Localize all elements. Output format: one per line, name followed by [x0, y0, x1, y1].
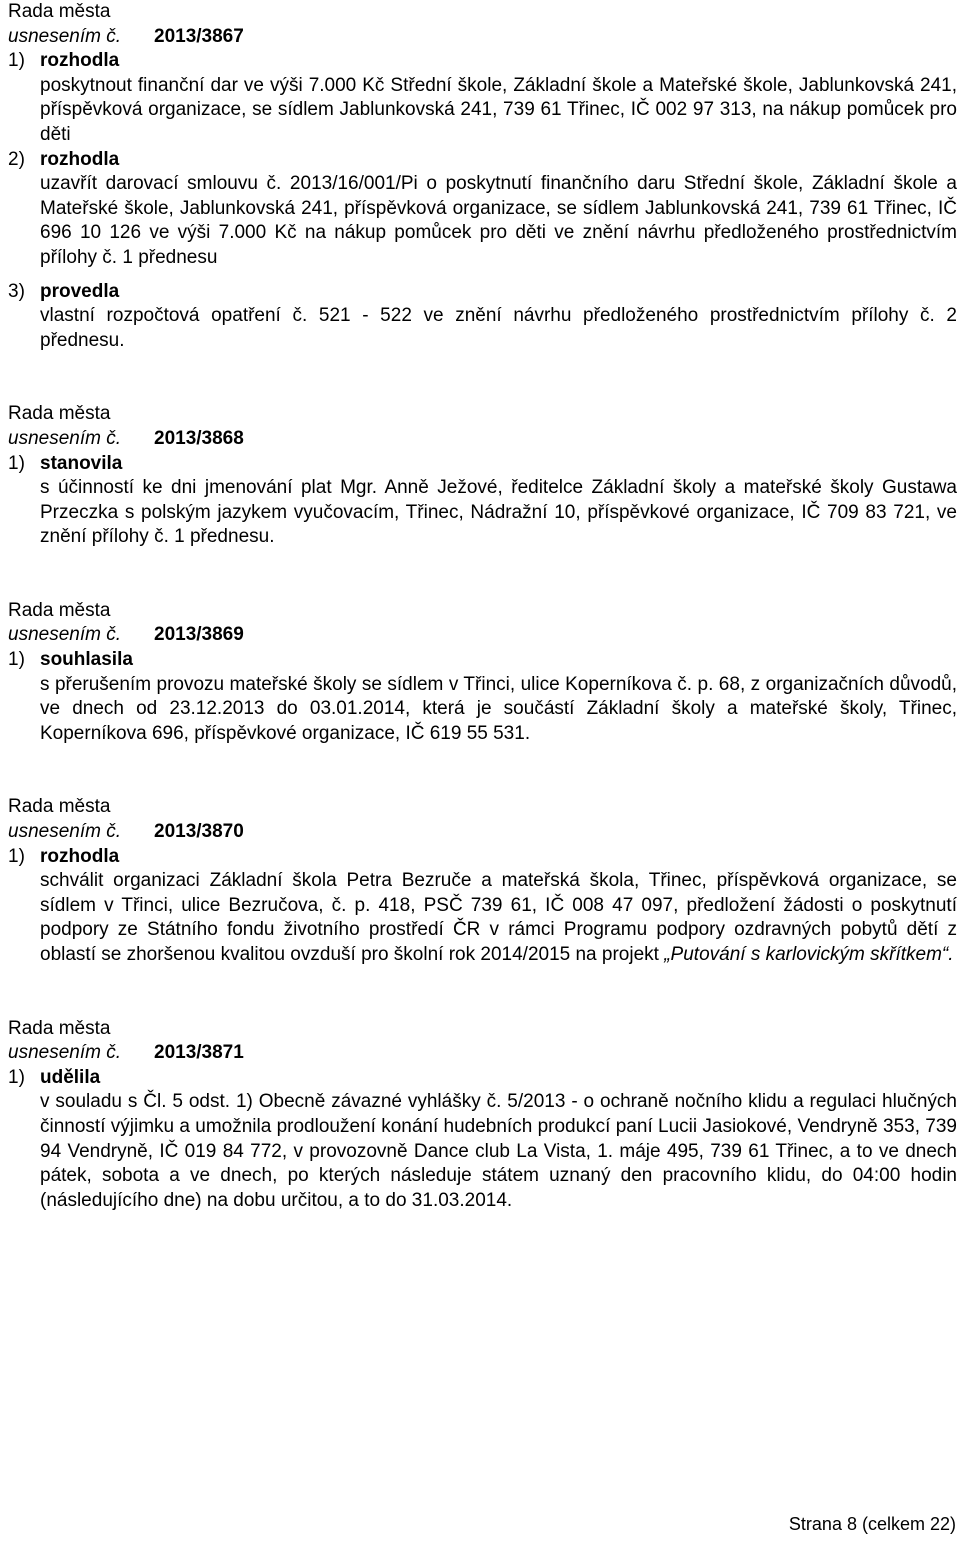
- item-verb: provedla: [40, 280, 120, 302]
- resolution-number: 2013/3868: [154, 427, 244, 449]
- resolution-number-label: usnesením č.: [8, 427, 121, 449]
- item-heading: [0, 845, 960, 870]
- item-number: 2): [8, 148, 25, 170]
- resolution-number: 2013/3870: [154, 821, 244, 843]
- resolution-number: 2013/3869: [154, 624, 244, 646]
- resolution-number: 2013/3871: [154, 1042, 244, 1064]
- item-text: poskytnout finanční dar ve výši 7.000 Kč Střední škole, Základní škole a Mateřské škole, Jablunkovská 241, příspěvková organizace, se sídlem Jablunkovská 241, 739 61 Třinec, IČ 002 97 313, na nákup pomůcek pro děti: [40, 74, 957, 145]
- item-text: uzavřít darovací smlouvu č. 2013/16/001/Pi o poskytnutí finančního daru Střední škole, Základní škole a Mateřské škole, Jablunkovská 241, příspěvková organizace, se sídlem Jablunkovská 241, 739 61 Třinec, IČ 696 10 126 ve výši 7.000 Kč na nákup pomůcek pro děti ve znění návrhu předloženého prostřednictvím přílohy č. 1 přednesu: [40, 173, 957, 268]
- resolution-header: Rada města: [8, 1, 111, 22]
- item-number: 3): [8, 280, 25, 302]
- resolution-number-label: usnesením č.: [8, 25, 121, 47]
- item-text: v souladu s Čl. 5 odst. 1) Obecně závazné vyhlášky č. 5/2013 - o ochraně nočního klidu a regulaci hlučných činností výjimku a umožnila prodloužení konání hudebních produkcí paní Lucii Jasiokové, Vendryně 353, 739 94 Vendryně, IČ 019 84 772, v provozovně Dance club La Vista, 1. máje 495, 739 61 Třinec, a to ve dnech pátek, sobota a ve dnech, po kterých následuje státem uznaný den pracovního klidu, do 04:00 hodin (následujícího dne) na dobu určitou, a to do 31.03.2014.: [40, 1091, 957, 1211]
- item-text: s účinností ke dni jmenování plat Mgr. Anně Ježové, ředitelce Základní školy a mateřské školy Gustawa Przeczka s polským jazykem vyučovacím, Třinec, Nádražní 10, příspěvkové organizace, IČ 709 83 721, ve znění přílohy č. 1 přednesu.: [40, 477, 957, 548]
- item-verb: rozhodla: [40, 50, 120, 72]
- resolution-2013-3870: [0, 795, 960, 967]
- page-number-footer: Strana 8 (celkem 22): [788, 1514, 956, 1534]
- resolution-number-label: usnesením č.: [8, 821, 121, 843]
- item-heading: [0, 648, 960, 673]
- resolution-2013-3869: [0, 599, 960, 747]
- project-name: „Putování s karlovickým skřítkem“.: [664, 944, 954, 965]
- resolution-2013-3868: [0, 402, 960, 550]
- item-text: vlastní rozpočtová opatření č. 521 - 522 ve znění návrhu předloženého prostřednictvím přílohy č. 2 přednesu.: [40, 305, 957, 351]
- resolution-number-label: usnesením č.: [8, 624, 121, 646]
- resolution-header: Rada města: [8, 599, 111, 621]
- resolution-2013-3867: [0, 0, 960, 353]
- item-heading: [0, 452, 960, 477]
- item-text: s přerušením provozu mateřské školy se sídlem v Třinci, ulice Koperníkova č. p. 68, z organizačních důvodů, ve dnech od 23.12.2013 do 03.01.2014, která je součástí Základní školy a mateřské školy, Třinec, Koperníkova 696, příspěvkové organizace, IČ 619 55 531.: [40, 673, 957, 744]
- resolution-number-line: [0, 1041, 960, 1066]
- resolution-2013-3871: [0, 1017, 960, 1214]
- resolution-number-label: usnesením č.: [8, 1042, 121, 1064]
- resolution-header: Rada města: [8, 403, 111, 425]
- item-number: 1): [8, 1066, 25, 1088]
- resolution-number-line: [0, 820, 960, 845]
- item-text: [40, 869, 957, 967]
- resolution-number-line: [0, 25, 960, 50]
- item-verb: udělila: [40, 1066, 101, 1088]
- item-verb: rozhodla: [40, 148, 120, 170]
- item-number: 1): [8, 50, 25, 72]
- item-number: 1): [8, 649, 25, 671]
- resolution-header: Rada města: [8, 796, 111, 818]
- resolution-number: 2013/3867: [154, 25, 244, 47]
- item-heading: [0, 1066, 960, 1091]
- item-verb: stanovila: [40, 452, 123, 474]
- resolution-header: Rada města: [8, 1017, 111, 1039]
- item-heading: [0, 280, 960, 305]
- resolution-number-line: [0, 427, 960, 452]
- item-verb: rozhodla: [40, 845, 120, 867]
- resolution-number-line: [0, 623, 960, 648]
- item-number: 1): [8, 452, 25, 474]
- item-verb: souhlasila: [40, 649, 133, 671]
- item-number: 1): [8, 845, 25, 867]
- item-heading: [0, 49, 960, 74]
- item-heading: [0, 148, 960, 173]
- item-text-plain: schválit organizaci Základní škola Petra Bezruče a mateřská škola, Třinec, příspěvková organizace, se sídlem v Třinci, ulice Bezručova, č. p. 418, PSČ 739 61, IČ 008 47 097, předložení žádosti o poskytnutí podpory ze Státního fondu životního prostředí ČR v rámci Programu podpory ozdravných pobytů dětí z oblastí se zhoršenou kvalitou ovzduší pro školní rok 2014/2015 na projekt: [40, 870, 957, 965]
